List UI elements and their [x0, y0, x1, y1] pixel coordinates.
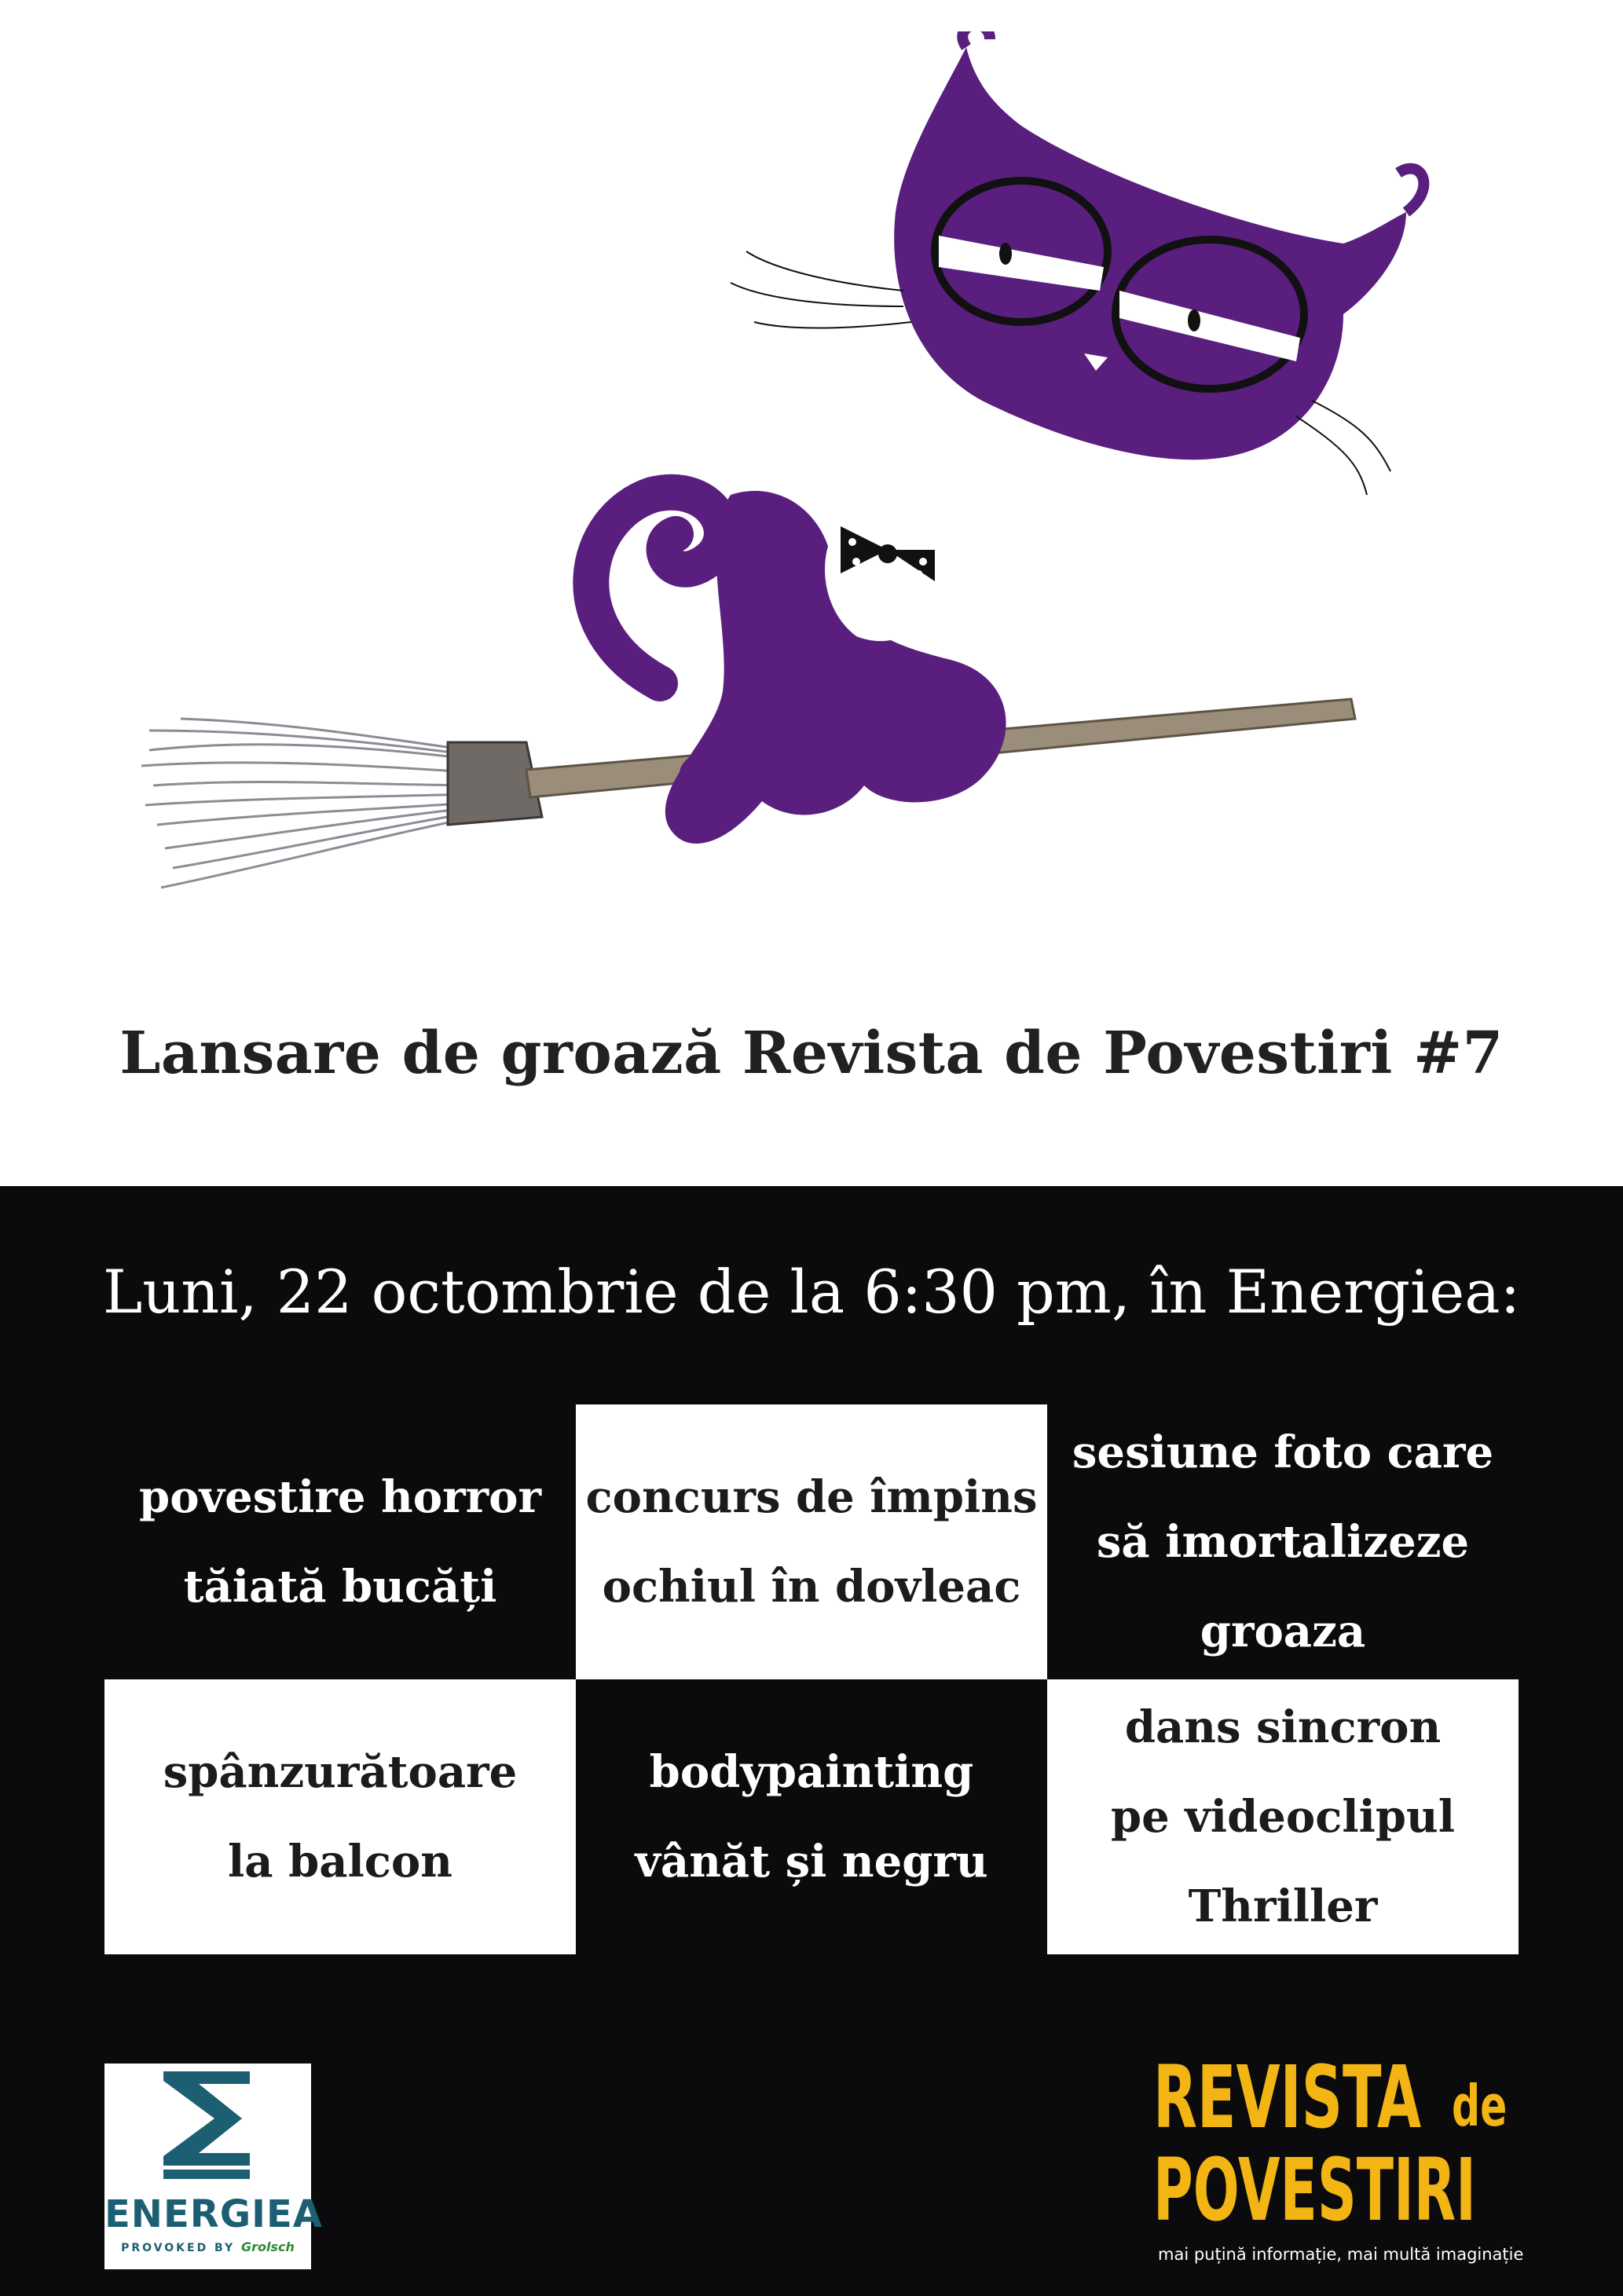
- logo-word-povestiri: POVESTIRI: [1153, 2140, 1476, 2240]
- activity-cell-1: [104, 1404, 576, 1679]
- cat-tail: [591, 493, 722, 683]
- activity-cell-6: [1047, 1679, 1519, 1954]
- cat-on-broom-illustration: [118, 31, 1516, 958]
- ear-curl-left: [962, 31, 990, 47]
- activity-label: concurs de împins ochiul în dovleac: [585, 1471, 1038, 1613]
- activity-label: bodypainting vânăt și negru: [635, 1746, 988, 1888]
- revista-de-povestiri-logo: [1147, 2047, 1524, 2266]
- activity-label: dans sincron pe videoclipul Thriller: [1110, 1701, 1456, 1932]
- energiea-logo-icon: [104, 2063, 311, 2189]
- activity-cell-4: [104, 1679, 576, 1954]
- activity-cell-2: [576, 1404, 1047, 1679]
- ear-curl-right: [1398, 169, 1423, 212]
- logo-word-revista: REVISTA: [1153, 2047, 1422, 2148]
- sponsor-brand: Grolsch: [240, 2239, 295, 2254]
- broom-bristles: [141, 719, 495, 888]
- cat-paw-left: [680, 750, 750, 797]
- sponsor-tagline-text: PROVOKED BY: [121, 2242, 236, 2254]
- sponsor-tagline: [104, 2239, 311, 2254]
- energiea-logo: [104, 2063, 323, 2269]
- activity-label: povestire horror tăiată bucăți: [139, 1471, 541, 1613]
- event-title: Lansare de groază Revista de Povestiri #7: [119, 1020, 1504, 1087]
- sponsor-name: ENERGIEA: [104, 2192, 323, 2236]
- activity-label: spânzurătoare la balcon: [163, 1746, 518, 1888]
- activity-cell-5: [576, 1679, 1047, 1954]
- logo-tagline: mai puțină informație, mai multă imaginație: [1158, 2245, 1524, 2264]
- logo-word-de: de: [1452, 2073, 1508, 2139]
- cat-paw-right: [911, 719, 990, 774]
- activity-cell-3: [1047, 1404, 1519, 1679]
- poster-bottom-section: [0, 1186, 1623, 2296]
- event-date-line: Luni, 22 octombrie de la 6:30 pm, în Energiea:: [102, 1257, 1521, 1327]
- activity-label: sesiune foto care să imortalizeze groaza: [1072, 1426, 1494, 1657]
